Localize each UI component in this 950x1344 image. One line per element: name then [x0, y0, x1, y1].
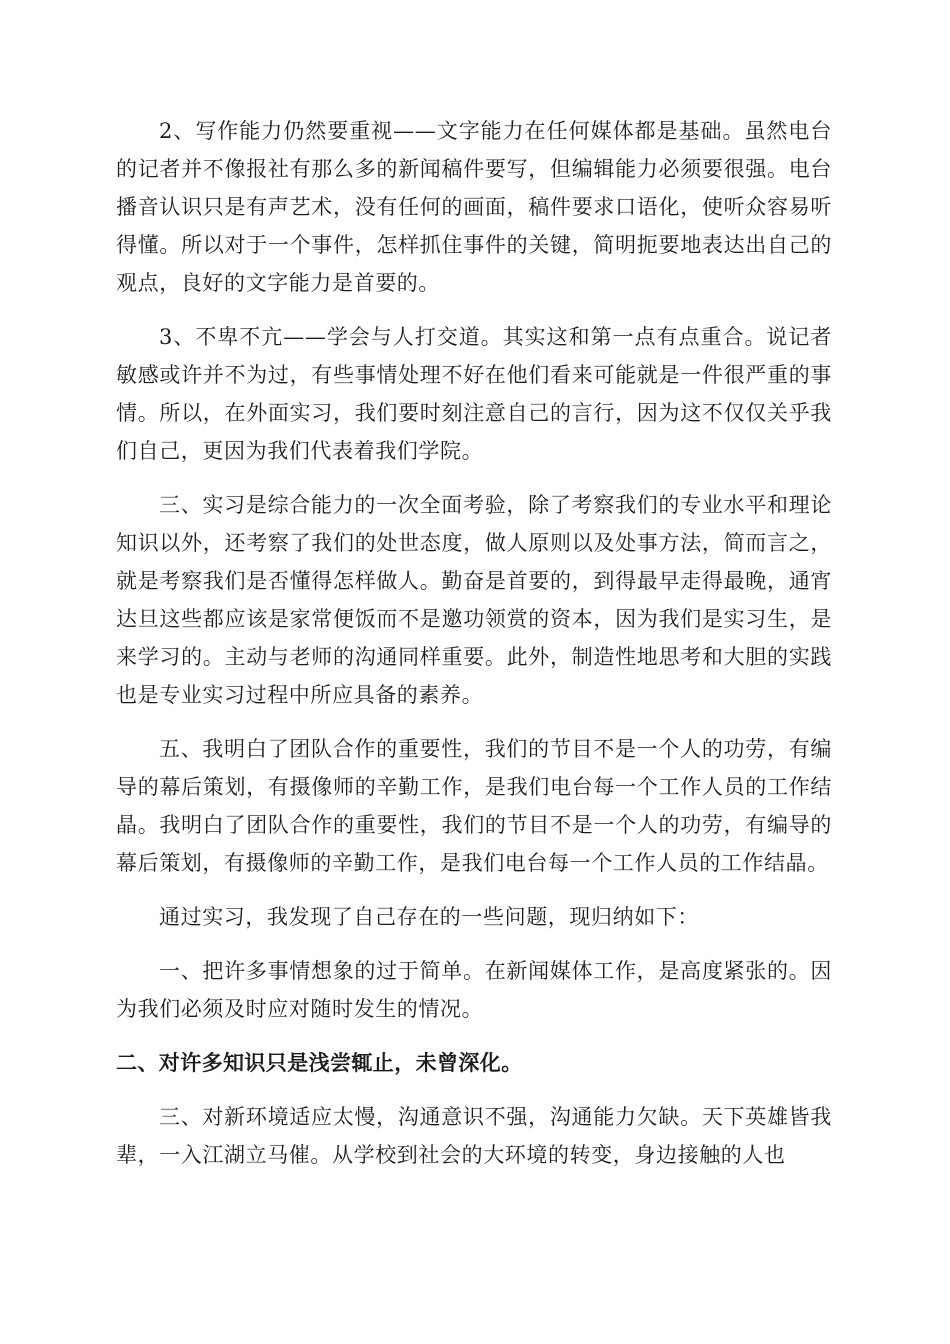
paragraph-writing-ability: 2、写作能力仍然要重视——文字能力在任何媒体都是基础。虽然电台的记者并不像报社有那么多的新闻稿件要写，但编辑能力必须要很强。电台播音认识只是有声艺术，没有任何的画面，稿件要求口语化，使听众容易听得懂。所以对于一个事件，怎样抓住事件的关键，简明扼要地表达出自己的观点，良好的文字能力是首要的。	[116, 119, 832, 295]
paragraph-comprehensive-test: 三、实习是综合能力的一次全面考验，除了考察我们的专业水平和理论知识以外，还考察了我们的处世态度，做人原则以及处事方法，简而言之，就是考察我们是否懂得怎样做人。勤奋是首要的，到得最早走得最晚，通宵达旦这些都应该是家常便饭而不是邀功领赏的资本，因为我们是实习生，是来学习的。主动与老师的沟通同样重要。此外，制造性地思考和大胆的实践也是专业实习过程中所应具备的素养。	[116, 493, 832, 707]
paragraph-teamwork: 五、我明白了团队合作的重要性，我们的节目不是一个人的功劳，有编导的幕后策划，有摄像师的辛勤工作，是我们电台每一个工作人员的工作结晶。我明白了团队合作的重要性，我们的节目不是一个人的功劳，有编导的幕后策划，有摄像师的辛勤工作，是我们电台每一个工作人员的工作结晶。	[116, 737, 832, 875]
paragraph-problem-two-heading: 二、对许多知识只是浅尝辄止，未曾深化。	[116, 1051, 523, 1075]
paragraph-problem-three: 三、对新环境适应太慢，沟通意识不强，沟通能力欠缺。天下英雄皆我辈，一入江湖立马催。从学校到社会的大环境的转变，身边接触的人也	[116, 1105, 832, 1167]
paragraph-problem-one: 一、把许多事情想象的过于简单。在新闻媒体工作，是高度紧张的。因为我们必须及时应对随时发生的情况。	[116, 959, 832, 1021]
paragraph-dealing-with-people: 3、不卑不亢——学会与人打交道。其实这和第一点有点重合。说记者敏感或许并不为过，有些事情处理不好在他们看来可能就是一件很严重的事情。所以，在外面实习，我们要时刻注意自己的言行，因为这不仅仅关乎我们自己，更因为我们代表着我们学院。	[116, 325, 832, 463]
paragraph-problems-intro: 通过实习，我发现了自己存在的一些问题，现归纳如下：	[159, 905, 699, 929]
document-body	[116, 112, 832, 1190]
